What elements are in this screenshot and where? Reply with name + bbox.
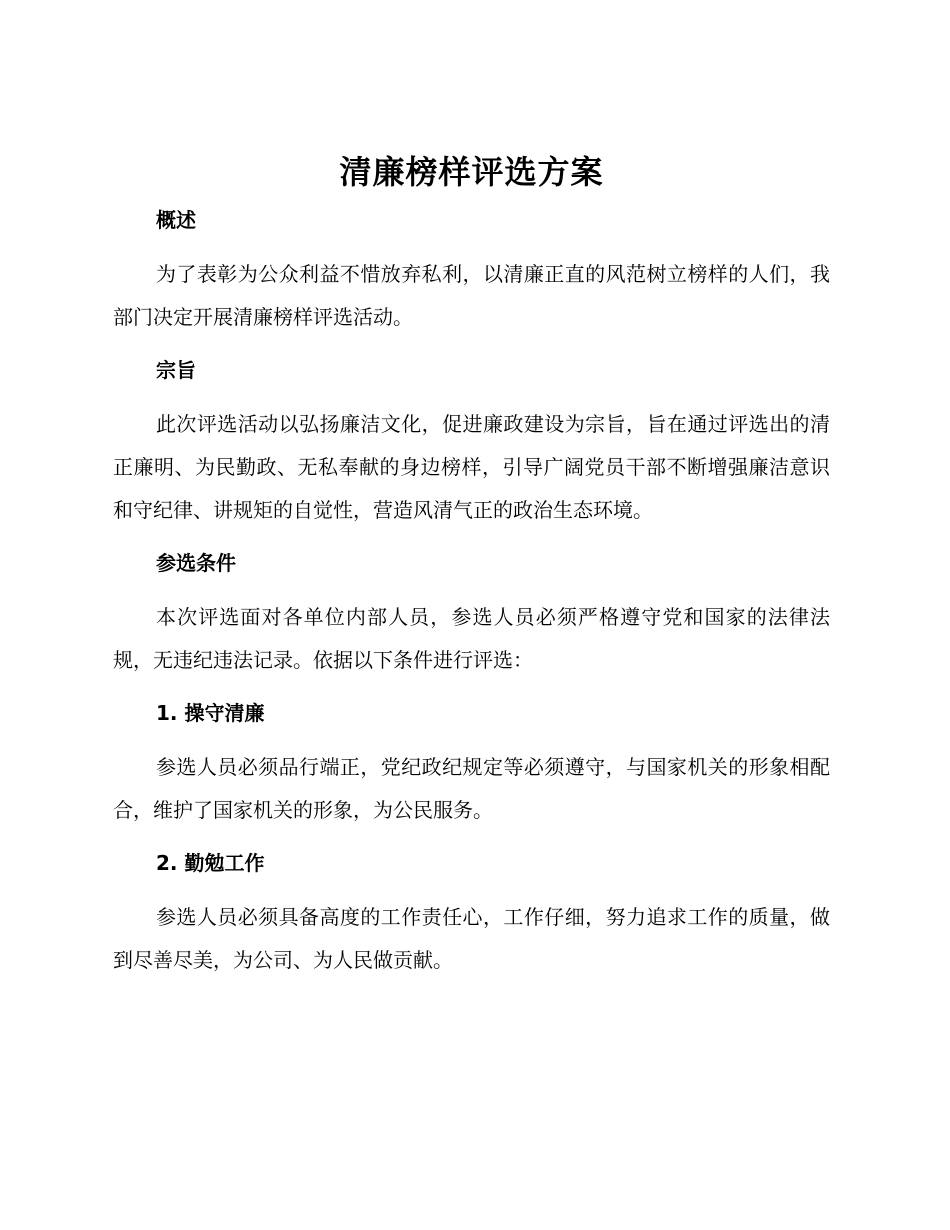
section-heading-conditions: 参选条件 <box>156 551 236 575</box>
section-heading-integrity: 1. 操守清廉 <box>156 701 265 725</box>
section-heading-overview: 概述 <box>156 208 196 232</box>
document-title: 清廉榜样评选方案 <box>339 153 604 191</box>
section-body-conditions: 本次评选面对各单位内部人员，参选人员必须严格遵守党和国家的法律法规，无违纪违法记录。依据以下条件进行评选： <box>113 605 830 672</box>
section-body-diligence: 参选人员必须具备高度的工作责任心，工作仔细，努力追求工作的质量，做到尽善尽美，为公司、为人民做贡献。 <box>113 905 830 972</box>
section-body-purpose: 此次评选活动以弘扬廉洁文化，促进廉政建设为宗旨，旨在通过评选出的清正廉明、为民勤政、无私奉献的身边榜样，引导广阔党员干部不断增强廉洁意识和守纪律、讲规矩的自觉性，营造风清气正的政治生态环境。 <box>113 412 830 522</box>
section-body-integrity: 参选人员必须品行端正，党纪政纪规定等必须遵守，与国家机关的形象相配合，维护了国家机关的形象，为公民服务。 <box>113 755 830 822</box>
section-heading-diligence: 2. 勤勉工作 <box>156 851 265 875</box>
section-body-overview: 为了表彰为公众利益不惜放弃私利，以清廉正直的风范树立榜样的人们，我部门决定开展清廉榜样评选活动。 <box>113 262 830 329</box>
section-heading-purpose: 宗旨 <box>156 358 196 382</box>
